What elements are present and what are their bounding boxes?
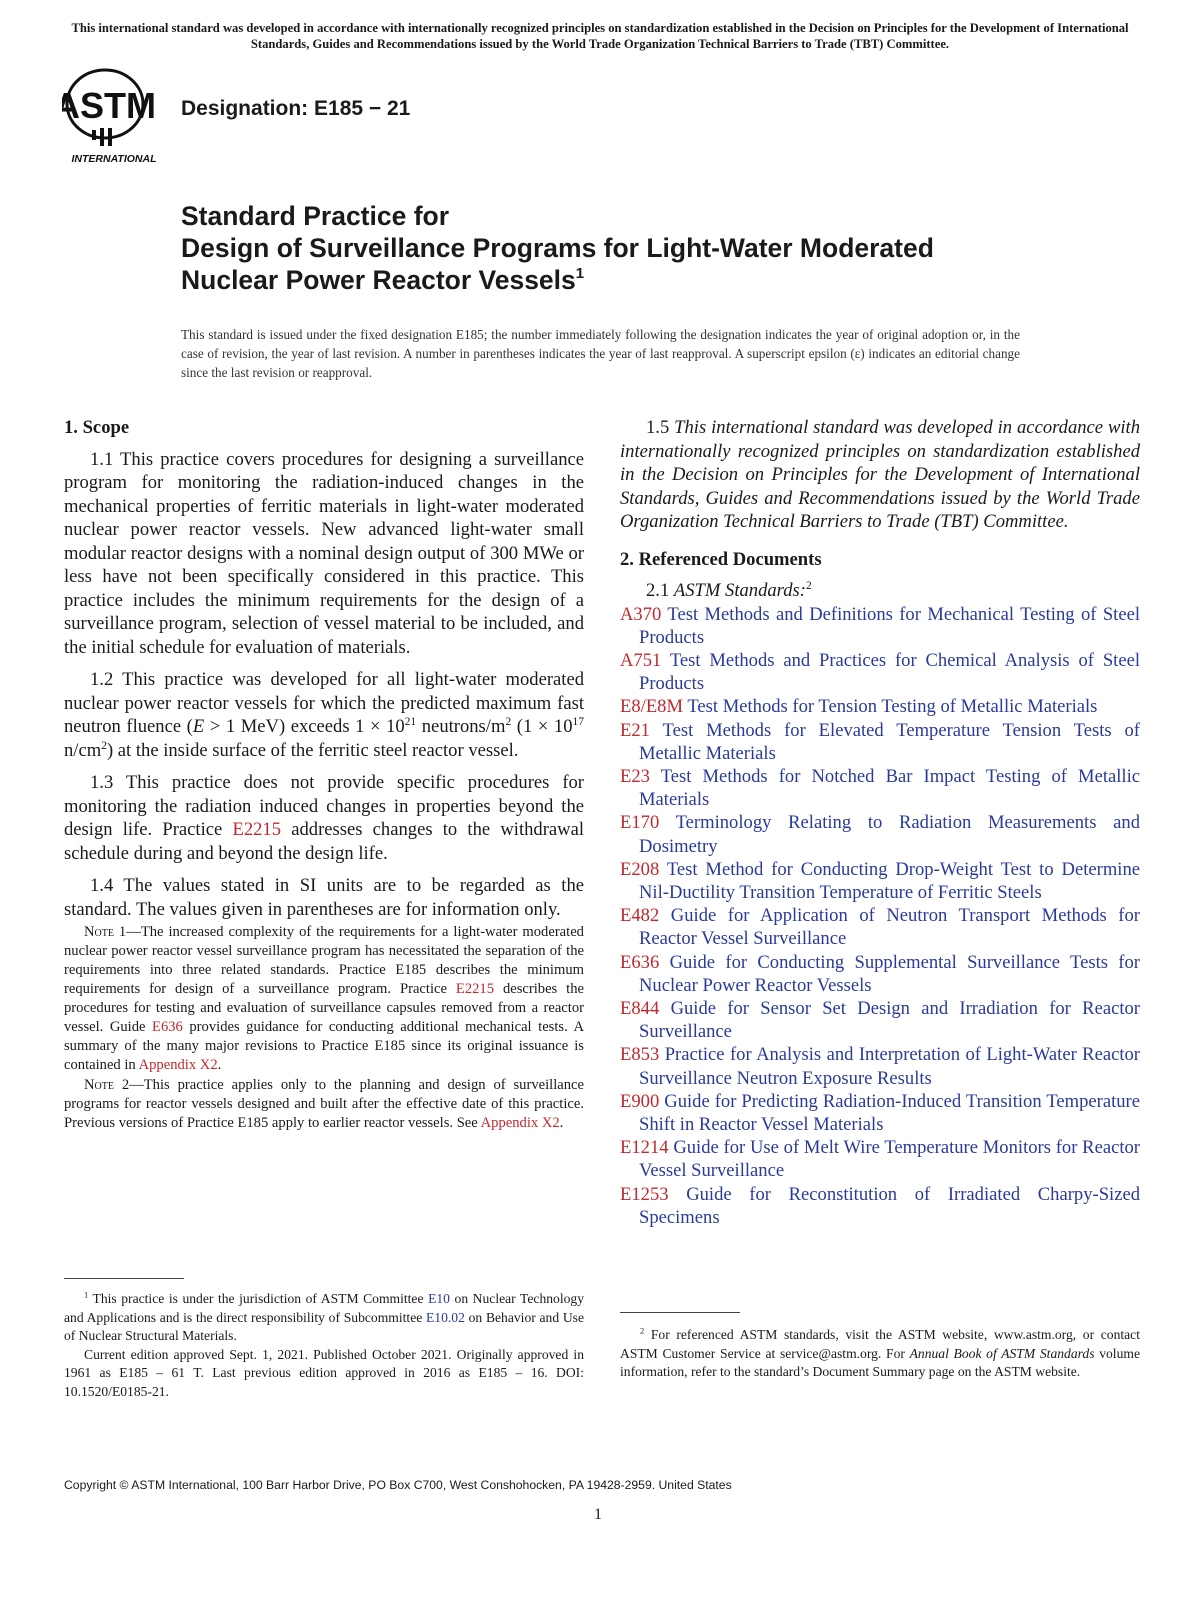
logo-subtext: INTERNATIONAL — [71, 153, 157, 165]
reference-code-link[interactable]: E208 — [620, 858, 660, 880]
reference-code-link[interactable]: A370 — [620, 603, 662, 625]
section-1-2: 1.2 This practice was developed for all light-water moderated nuclear power reactor vessels for which the predicted maximum fast neutron fluence (E > 1 MeV) exceeds $1 \times 10^{21}$ neutrons/$m^2$ ($1 \times 10^{17}$ $n/cm^2$) at the inside surface of the ferritic steel reactor vessel. — [64, 669, 585, 761]
reference-code-link[interactable]: E21 — [620, 719, 650, 741]
reference-title-link[interactable]: Guide for Predicting Radiation-Induced Transition Temperature Shift in Reactor Vessel Materials — [639, 1090, 1140, 1135]
reference-item — [620, 695, 1140, 718]
copyright-line: Copyright © ASTM International, 100 Barr Harbor Drive, PO Box C700, West Conshohocken, PA 19428-2959. United States — [64, 1478, 732, 1492]
astm-logo — [62, 66, 168, 166]
reference-title-link[interactable]: Test Methods for Tension Testing of Metallic Materials — [687, 696, 1098, 718]
note2-appendix-x2-link[interactable]: Appendix X2 — [480, 1115, 560, 1131]
footnote-1-text: $^1$ This practice is under the jurisdiction of ASTM Committee E10 on Nuclear Technology and Applications and is the direct responsibility of Subcommittee E10.02 on Behavior and Use of Nuclear Structural Materials. — [64, 1289, 584, 1343]
reference-item — [620, 765, 1140, 811]
astm-standards-subheading: 2.1 ASTM Standards:$^2$ — [646, 579, 812, 601]
reference-title-link[interactable]: Guide for Conducting Supplemental Surveillance Tests for Nuclear Power Reactor Vessels — [639, 951, 1140, 996]
section-1-1: 1.1 This practice covers procedures for designing a surveillance program for monitoring the radiation-induced changes in the mechanical properties of ferritic materials in light-water moderated nuclear power reactor vessels. New advanced light-water small modular reactor designs with a nominal design output of 300 MWe or less have not been specifically considered in this practice. This practice includes the minimum requirements for the design of a surveillance program, selection of vessel material to be included, and the initial schedule for evaluation of materials. — [64, 448, 584, 658]
footnote-1-edition: Current edition approved Sept. 1, 2021. Published October 2021. Originally approved in 1961 as E185 – 61 T. Last previous edition approved in 2016 as E185 – 16. DOI: 10.1520/E0185-21. — [64, 1346, 584, 1399]
reference-title-link[interactable]: Terminology Relating to Radiation Measurements and Dosimetry — [639, 812, 1140, 857]
section-1-4: 1.4 The values stated in SI units are to be regarded as the standard. The values given in parentheses are for information only. — [64, 875, 584, 920]
reference-code-link[interactable]: E636 — [620, 951, 660, 973]
reference-title-link[interactable]: Test Methods and Practices for Chemical Analysis of Steel Products — [639, 649, 1141, 695]
reference-code-link[interactable]: E23 — [620, 765, 650, 787]
section-1-5: 1.5 This international standard was developed in accordance with internationally recognized principles on standardization established in the Decision on Principles for the Development of International Standards, Guides and Recommendations issued by the World Trade Organization Technical Barriers to Trade (TBT) Committee. — [620, 417, 1141, 532]
title-line-1: Standard Practice for — [181, 201, 450, 231]
footnote-2 — [620, 1326, 1140, 1382]
designation: Designation: E185 − 21 — [181, 97, 411, 120]
note1-e2215-link[interactable]: E2215 — [455, 981, 495, 997]
reference-item — [620, 904, 1140, 950]
reference-item — [620, 858, 1140, 904]
reference-item — [620, 1183, 1140, 1229]
reference-code-link[interactable]: E853 — [620, 1044, 660, 1066]
reference-item — [620, 603, 1140, 649]
footnote-1 — [64, 1290, 584, 1401]
title-line-3: Nuclear Power Reactor Vessels$^1$ — [181, 265, 585, 295]
reference-title-link[interactable]: Guide for Reconstitution of Irradiated Charpy-Sized Specimens — [639, 1183, 1140, 1228]
note-1: Note 1—The increased complexity of the requirements for a light-water moderated nuclear power reactor vessel surveillance program has necessitated the separation of the requirements into three related standards. Practice E185 describes the minimum requirements for design of a surveillance program. Practice E2215 describes the procedures for testing and evaluation of surveillance capsules removed from a reactor vessel. Guide E636 provides guidance for conducting additional mechanical tests. A summary of the many major revisions to Practice E185 since its original issuance is contained in Appendix X2. — [64, 924, 584, 1073]
left-column — [64, 416, 584, 1134]
section-1-3: 1.3 This practice does not provide specific procedures for monitoring the radiation induced changes in properties beyond the design life. Practice E2215 addresses changes to the withdrawal schedule during and beyond the design life. — [64, 772, 585, 864]
reference-item — [620, 1136, 1140, 1182]
reference-item — [620, 719, 1140, 765]
reference-code-link[interactable]: E8/E8M — [620, 696, 684, 718]
e2215-link[interactable]: E2215 — [232, 819, 282, 840]
reference-code-link[interactable]: A751 — [620, 649, 662, 671]
note1-e636-link[interactable]: E636 — [152, 1019, 183, 1035]
scope-heading: 1. Scope — [64, 417, 130, 438]
title-footnote-mark: 1 — [575, 265, 585, 282]
footnote-divider-left — [64, 1278, 184, 1279]
committee-e10-link[interactable]: E10 — [428, 1291, 450, 1306]
reference-title-link[interactable]: Guide for Application of Neutron Transport Methods for Reactor Vessel Surveillance — [639, 905, 1140, 950]
astm-logo-icon — [62, 66, 168, 166]
reference-title-link[interactable]: Guide for Sensor Set Design and Irradiation for Reactor Surveillance — [639, 997, 1140, 1043]
reference-list — [620, 603, 1140, 1229]
reference-code-link[interactable]: E482 — [620, 905, 660, 927]
reference-item — [620, 1043, 1140, 1089]
reference-code-link[interactable]: E170 — [620, 812, 660, 834]
reference-code-link[interactable]: E844 — [620, 997, 660, 1019]
issue-note: This standard is issued under the fixed designation E185; the number immediately following the designation indicates the year of original adoption or, in the case of revision, the year of last revision. A number in parentheses indicates the year of last reapproval. A superscript epsilon (ε) indicates an editorial change since the last revision or reapproval. — [181, 327, 1020, 380]
subcommittee-e10-02-link[interactable]: E10.02 — [426, 1309, 465, 1325]
right-column — [620, 416, 1140, 1229]
logo-lettering: ASTM — [62, 85, 156, 126]
reference-item — [620, 997, 1140, 1043]
footnote-2-text: $^2$ For referenced ASTM standards, visit the ASTM website, www.astm.org, or contact ASTM Customer Service at service@astm.org. For Annual Book of ASTM Standards volume information, refer to the standard’s Document Summary page on the ASTM website. — [620, 1325, 1140, 1379]
footnote-divider-right — [620, 1312, 740, 1313]
referenced-documents-heading: 2. Referenced Documents — [620, 548, 822, 570]
reference-title-link[interactable]: Practice for Analysis and Interpretation of Light-Water Reactor Surveillance Neutron Exposure Results — [639, 1044, 1140, 1089]
reference-code-link[interactable]: E1214 — [620, 1137, 669, 1159]
reference-title-link[interactable]: Test Methods for Elevated Temperature Tension Tests of Metallic Materials — [639, 719, 1141, 764]
reference-item — [620, 811, 1140, 857]
top-notice: This international standard was developed in accordance with internationally recognized principles on standardization established in the Decision on Principles for the Development of International Standards, Guides and Recommendations issued by the World Trade Organization Technical Barriers to Trade (TBT) Committee. — [71, 21, 1129, 51]
reference-title-link[interactable]: Test Methods for Notched Bar Impact Testing of Metallic Materials — [639, 765, 1141, 811]
reference-title-link[interactable]: Test Methods and Definitions for Mechanical Testing of Steel Products — [639, 603, 1141, 648]
note1-appendix-x2-link[interactable]: Appendix X2 — [138, 1057, 218, 1073]
reference-item — [620, 1090, 1140, 1136]
reference-item — [620, 649, 1140, 695]
reference-title-link[interactable]: Guide for Use of Melt Wire Temperature Monitors for Reactor Vessel Surveillance — [639, 1137, 1140, 1182]
reference-code-link[interactable]: E900 — [620, 1090, 660, 1112]
page-number: 1 — [594, 1506, 602, 1523]
reference-code-link[interactable]: E1253 — [620, 1183, 669, 1205]
title-line-2: Design of Surveillance Programs for Light-Water Moderated — [181, 233, 934, 263]
document-title — [181, 200, 1081, 296]
reference-item — [620, 951, 1140, 997]
reference-title-link[interactable]: Test Method for Conducting Drop-Weight Test to Determine Nil-Ductility Transition Temperature of Ferritic Steels — [639, 858, 1141, 903]
note-2: Note 2—This practice applies only to the planning and design of surveillance programs for reactor vessels designed and built after the effective date of this practice. Previous versions of Practice E185 apply to earlier reactor vessels. See Appendix X2. — [64, 1077, 584, 1131]
